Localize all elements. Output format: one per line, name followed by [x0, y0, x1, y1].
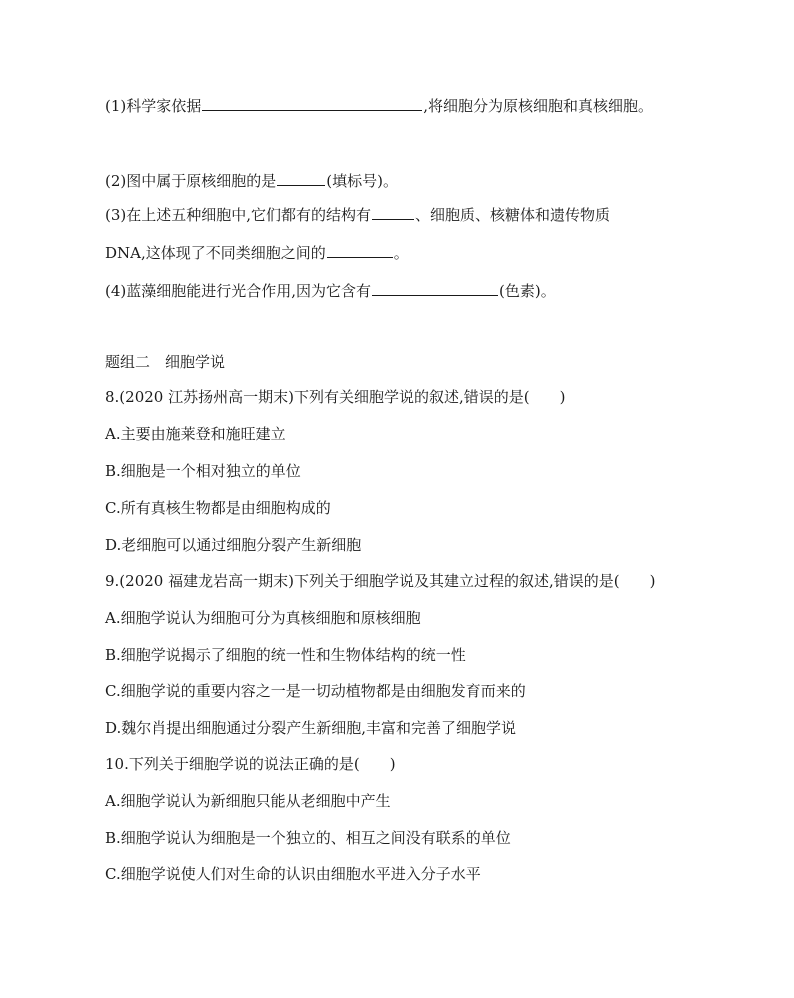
question-stem: 10.下列关于细胞学说的说法正确的是( ): [105, 755, 396, 773]
fill-question-4-after: (色素)。: [499, 282, 556, 300]
answer-blank-4[interactable]: [372, 279, 498, 296]
answer-blank-1[interactable]: [202, 94, 422, 111]
option-c[interactable]: C.细胞学说使人们对生命的认识由细胞水平进入分子水平: [105, 865, 481, 883]
option-c[interactable]: C.细胞学说的重要内容之一是一切动植物都是由细胞发育而来的: [105, 682, 526, 700]
fill-question-4: [105, 279, 556, 301]
option-b[interactable]: B.细胞学说认为细胞是一个独立的、相互之间没有联系的单位: [105, 829, 511, 847]
question-stem: 9.(2020 福建龙岩高一期末)下列关于细胞学说及其建立过程的叙述,错误的是( ): [105, 572, 656, 590]
answer-blank-2[interactable]: [277, 169, 325, 186]
option-b[interactable]: B.细胞学说揭示了细胞的统一性和生物体结构的统一性: [105, 646, 466, 664]
option-a[interactable]: A.细胞学说认为细胞可分为真核细胞和原核细胞: [105, 609, 421, 627]
fill-question-3: [105, 203, 610, 225]
option-d[interactable]: D.魏尔肖提出细胞通过分裂产生新细胞,丰富和完善了细胞学说: [105, 719, 517, 737]
question-stem: 8.(2020 江苏扬州高一期末)下列有关细胞学说的叙述,错误的是( ): [105, 388, 566, 406]
fill-question-1-before: (1)科学家依据: [105, 97, 202, 115]
fill-question-2: [105, 169, 398, 191]
fill-question-3-before: (3)在上述五种细胞中,它们都有的结构有: [105, 206, 372, 224]
answer-blank-3a[interactable]: [372, 203, 414, 220]
section-title: 题组二 细胞学说: [105, 353, 226, 371]
fill-question-3b-after: 。: [393, 244, 409, 262]
option-a[interactable]: A.细胞学说认为新细胞只能从老细胞中产生: [105, 792, 391, 810]
option-a[interactable]: A.主要由施莱登和施旺建立: [105, 425, 286, 443]
option-c[interactable]: C.所有真核生物都是由细胞构成的: [105, 499, 331, 517]
answer-blank-3b[interactable]: [327, 241, 393, 258]
fill-question-1: [105, 94, 653, 116]
fill-question-3-after: 、细胞质、核糖体和遗传物质: [415, 206, 611, 224]
fill-question-1-after: ,将细胞分为原核细胞和真核细胞。: [423, 97, 654, 115]
fill-question-3b-before: DNA,这体现了不同类细胞之间的: [105, 244, 326, 262]
option-d[interactable]: D.老细胞可以通过细胞分裂产生新细胞: [105, 536, 362, 554]
fill-question-2-after: (填标号)。: [326, 172, 398, 190]
fill-question-2-before: (2)图中属于原核细胞的是: [105, 172, 277, 190]
option-b[interactable]: B.细胞是一个相对独立的单位: [105, 462, 301, 480]
fill-question-4-before: (4)蓝藻细胞能进行光合作用,因为它含有: [105, 282, 372, 300]
fill-question-3-continued: [105, 241, 409, 263]
